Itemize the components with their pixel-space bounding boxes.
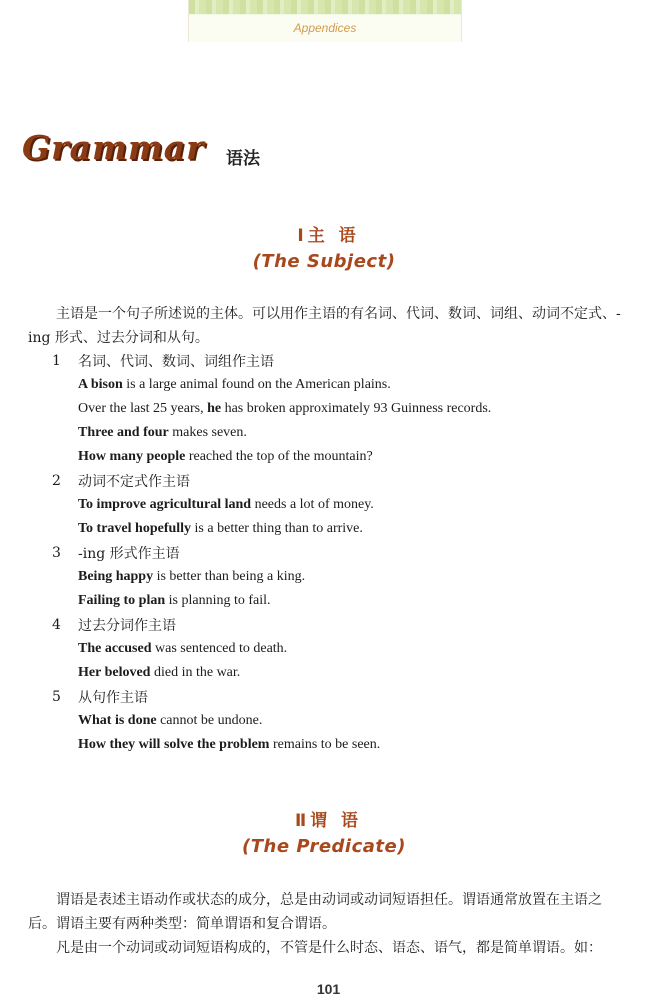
example-subject: A bison bbox=[78, 377, 123, 392]
example-sentence bbox=[78, 421, 632, 445]
page-number: 101 bbox=[316, 981, 341, 997]
example-subject: To improve agricultural land bbox=[78, 497, 252, 512]
item-heading: 从句作主语 bbox=[78, 690, 148, 706]
appendices-tab bbox=[188, 0, 462, 42]
item-heading: -ing 形式作主语 bbox=[78, 546, 180, 562]
item-number: 2 bbox=[52, 473, 61, 489]
example-text: is a large animal found on the American plains. bbox=[122, 377, 391, 392]
section1-heading-en: (The Subject) bbox=[252, 251, 396, 272]
example-text: needs a lot of money. bbox=[251, 497, 374, 512]
example-text: Over the last 25 years, bbox=[78, 401, 208, 416]
item-heading-row bbox=[52, 613, 632, 637]
subject-types-list bbox=[52, 349, 632, 757]
example-text: reached the top of the mountain? bbox=[185, 449, 373, 464]
subject-type-item bbox=[52, 349, 632, 469]
example-text: died in the war. bbox=[150, 665, 241, 680]
example-sentence bbox=[78, 397, 632, 421]
example-subject: Three and four bbox=[78, 425, 169, 440]
example-sentence bbox=[78, 493, 632, 517]
item-number: 5 bbox=[52, 689, 61, 705]
example-text: remains to be seen. bbox=[269, 737, 381, 752]
section2-heading-en: (The Predicate) bbox=[242, 836, 406, 857]
example-sentence bbox=[78, 589, 632, 613]
subject-type-item bbox=[52, 469, 632, 541]
subject-type-item bbox=[52, 613, 632, 685]
example-subject: How they will solve the problem bbox=[78, 737, 270, 752]
example-sentence bbox=[78, 709, 632, 733]
item-number: 4 bbox=[52, 617, 61, 633]
example-sentence bbox=[78, 517, 632, 541]
running-header: Appendices bbox=[293, 21, 357, 35]
subject-type-item bbox=[52, 541, 632, 613]
item-heading: 动词不定式作主语 bbox=[78, 474, 190, 490]
example-sentence bbox=[78, 733, 632, 757]
example-sentence bbox=[78, 565, 632, 589]
example-subject: To travel hopefully bbox=[78, 521, 192, 536]
example-text: makes seven. bbox=[168, 425, 247, 440]
subject-type-item bbox=[52, 685, 632, 757]
example-subject: How many people bbox=[78, 449, 186, 464]
example-text: has broken approximately 93 Guinness records. bbox=[221, 401, 492, 416]
section2-heading-cn: Ⅱ谓 语 bbox=[294, 811, 363, 831]
example-sentence bbox=[78, 445, 632, 469]
item-heading-row bbox=[52, 349, 632, 373]
example-sentence bbox=[78, 373, 632, 397]
example-subject: The accused bbox=[78, 641, 152, 656]
item-heading: 过去分词作主语 bbox=[78, 618, 176, 634]
example-text: is better than being a king. bbox=[153, 569, 306, 584]
item-heading: 名词、代词、数词、词组作主语 bbox=[78, 354, 274, 370]
tab-decoration bbox=[189, 0, 461, 14]
example-subject: What is done bbox=[78, 713, 157, 728]
example-subject: Failing to plan bbox=[78, 593, 166, 608]
section2-paragraph-2: 凡是由一个动词或动词短语构成的，不管是什么时态、语态、语气，都是简单谓语。如： bbox=[56, 940, 602, 956]
example-text: is planning to fail. bbox=[165, 593, 271, 608]
example-text: was sentenced to death. bbox=[151, 641, 288, 656]
item-heading-row bbox=[52, 685, 632, 709]
item-heading-row bbox=[52, 469, 632, 493]
example-subject: he bbox=[207, 401, 222, 416]
example-text: is a better thing than to arrive. bbox=[191, 521, 363, 536]
section1-heading-cn: Ⅰ主 语 bbox=[297, 226, 360, 246]
section2-paragraph-1: 谓语是表述主语动作或状态的成分，总是由动词或动词短语担任。谓语通常放置在主语之后。谓语主要有两种类型：简单谓语和复合谓语。 bbox=[28, 892, 602, 932]
example-subject: Being happy bbox=[78, 569, 154, 584]
example-sentence bbox=[78, 661, 632, 685]
item-heading-row bbox=[52, 541, 632, 565]
item-number: 1 bbox=[52, 353, 61, 369]
example-text: cannot be undone. bbox=[156, 713, 263, 728]
chapter-title-chinese: 语法 bbox=[226, 149, 260, 169]
chapter-title-english: Grammar bbox=[22, 128, 205, 167]
example-sentence bbox=[78, 637, 632, 661]
item-number: 3 bbox=[52, 545, 61, 561]
section1-intro: 主语是一个句子所述说的主体。可以用作主语的有名词、代词、数词、词组、动词不定式、-ing 形式、过去分词和从句。 bbox=[28, 306, 621, 346]
example-subject: Her beloved bbox=[78, 665, 151, 680]
